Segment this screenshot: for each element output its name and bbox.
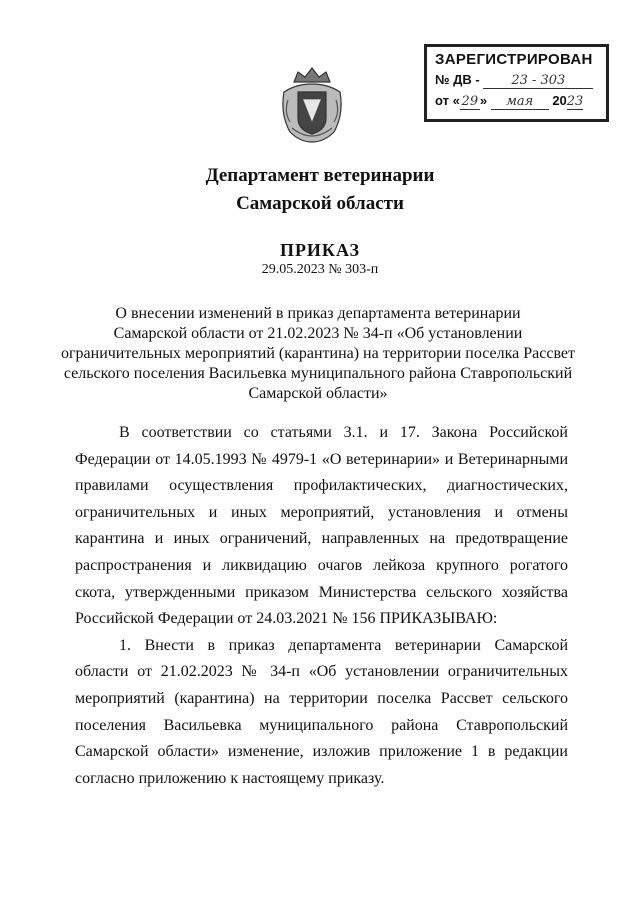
body-paragraph-2: 1. Внести в приказ департамента ветеринарии Самарской области от 21.02.2023 № 34-п «Об установлении ограничительных мероприятий (карантина) на территории поселка Рассвет сельского поселения Васильевка муниципального района Ставропольский Самарской области» изменение, изложив приложение 1 в редакции согласно приложению к настоящему приказу. xyxy=(75,636,568,787)
org-name-line2: Самарской области xyxy=(236,193,404,214)
subject-line: Самарской области» xyxy=(248,385,388,402)
stamp-year-prefix: 20 xyxy=(552,93,567,108)
document-number: 29.05.2023 № 303-п xyxy=(261,262,379,277)
body-paragraph-1: В соответствии со статьями 3.1. и 17. Закона Российской Федерации от 14.05.1993 № 4979-1 «О ветеринарии» и Ветеринарными правилами осуществления профилактических, диагностических, ограничительных и иных мероприятий, установления и отмены карантина и иных ограничений, направленных на предотвращение распространения и ликвидацию очагов лейкоза крупного рогатого скота, утвержденными приказом Министерства сельского хозяйства Российской Федерации от 24.03.2021 № 156 ПРИКАЗЫВАЮ: xyxy=(75,424,568,628)
document-subject xyxy=(58,304,578,404)
document-type: ПРИКАЗ xyxy=(279,240,361,260)
stamp-date-line xyxy=(435,93,598,110)
stamp-date-sep: » xyxy=(479,93,488,108)
coat-of-arms-emblem xyxy=(280,62,344,144)
stamp-number-prefix: № ДВ - xyxy=(435,72,480,87)
subject-line: ограничительных мероприятий (карантина) на территории поселка Рассвет xyxy=(60,345,576,362)
stamp-number-line xyxy=(435,72,598,89)
subject-line: Самарской области от 21.02.2023 № 34-п «Об установлении xyxy=(113,325,523,342)
document-body xyxy=(75,420,568,792)
org-name-line1: Департамент ветеринарии xyxy=(205,165,435,186)
registration-stamp xyxy=(424,44,609,122)
stamp-year-suffix: 23 xyxy=(566,94,584,109)
stamp-date-prefix: от « xyxy=(435,93,460,108)
stamp-date-day: 29 xyxy=(461,94,479,109)
stamp-date-month: мая xyxy=(491,95,549,110)
stamp-number-handwritten: 23 - 303 xyxy=(483,74,593,89)
stamp-title: ЗАРЕГИСТРИРОВАН xyxy=(435,51,593,68)
subject-line: сельского поселения Васильевка муниципального района Ставропольский xyxy=(63,365,573,382)
subject-line: О внесении изменений в приказ департамента ветеринарии xyxy=(115,305,521,322)
